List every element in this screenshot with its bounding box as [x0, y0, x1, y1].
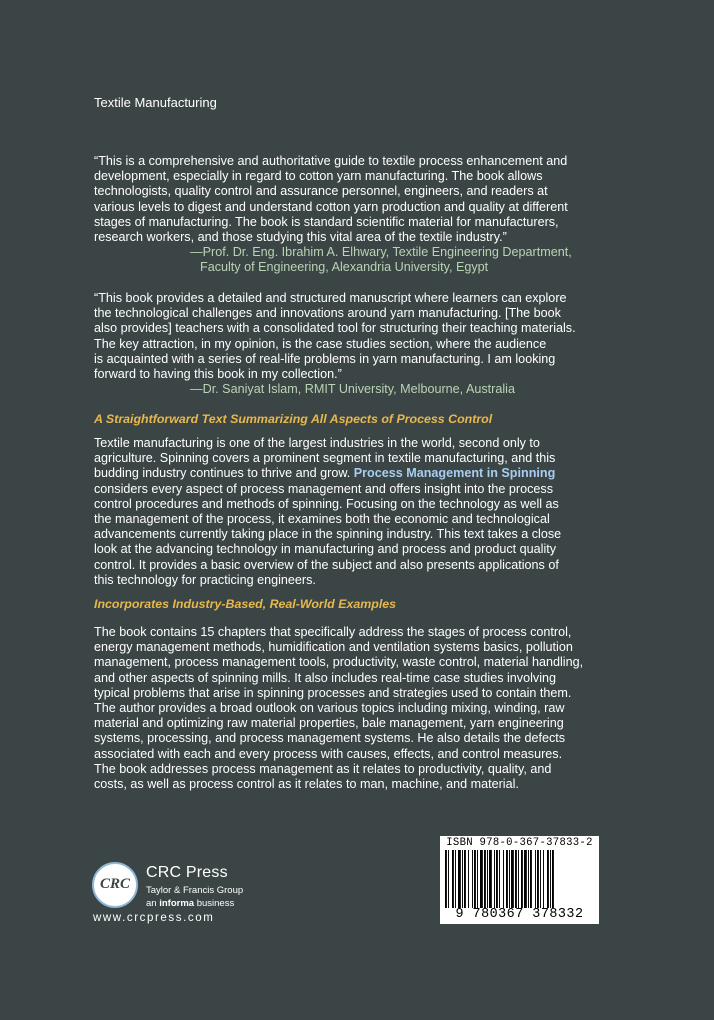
barcode-bar — [445, 850, 447, 908]
barcode-bar — [543, 850, 544, 908]
endorsement-quote-1 — [94, 154, 622, 276]
barcode-bar — [547, 850, 549, 908]
quote-line: research workers, and those studying this vital area of the textile industry.” — [94, 230, 507, 245]
barcode-bar — [464, 850, 466, 908]
paragraph-line: typical problems that arise in spinning processes and strategies used to contain them. — [94, 685, 572, 700]
paragraph-line: the management of the process, it examines both the economic and technological — [94, 512, 550, 527]
section-heading-2: Incorporates Industry-Based, Real-World Examples — [94, 597, 397, 611]
paragraph-line: control. It provides a basic overview of the subject and also presents applications of — [94, 557, 559, 572]
paragraph-line — [94, 466, 622, 481]
paragraph-line: costs, as well as process control as it relates to man, machine, and material. — [94, 777, 519, 792]
barcode-bar — [477, 850, 478, 908]
attribution-line: —Prof. Dr. Eng. Ibrahim A. Elhwary, Textile Engineering Department, — [190, 245, 572, 260]
paragraph-line: The book contains 15 chapters that specifically address the stages of process control, — [94, 625, 572, 639]
business-prefix: an — [146, 898, 160, 909]
paragraph-line: Textile manufacturing is one of the largest industries in the world, second only to — [94, 436, 540, 450]
barcode-bar — [462, 850, 463, 908]
barcode-bar — [448, 850, 449, 908]
attribution-line: Faculty of Engineering, Alexandria University, Egypt — [200, 260, 489, 275]
quote-line: forward to having this book in my collection.” — [94, 367, 342, 382]
paragraph-line: advancements currently taking place in the spinning industry. This text takes a close — [94, 527, 562, 542]
book-title-highlight: Process Management in Spinning — [353, 466, 556, 481]
description-paragraph-2 — [94, 625, 622, 792]
quote-line: also provides] teachers with a consolidated tool for structuring their teaching materials. — [94, 321, 576, 336]
paragraph-line: systems, processing, and process management systems. He also details the defects — [94, 731, 566, 746]
barcode-bar — [468, 850, 469, 908]
barcode-bar — [506, 850, 508, 908]
quote-line: development, especially in regard to cotton yarn manufacturing. The book allows — [94, 169, 543, 184]
paragraph-text: budding industry continues to thrive and grow. — [94, 466, 354, 481]
publisher-name: CRC Press — [146, 864, 228, 881]
isbn-barcode — [440, 836, 599, 924]
barcode-bar — [521, 850, 523, 908]
paragraph-line: control procedures and methods of spinning. Focusing on the technology as well as — [94, 496, 559, 511]
quote-line: The key attraction, in my opinion, is the case studies section, where the audience — [94, 336, 547, 351]
barcode-bar — [511, 850, 514, 908]
paragraph-line: material and optimizing raw material properties, bale management, yarn engineering — [94, 716, 564, 731]
barcode-bar — [503, 850, 504, 908]
barcode-bar — [524, 850, 527, 908]
paragraph-line: The book addresses process management as it relates to productivity, quality, and — [94, 761, 552, 776]
paragraph-line: associated with each and every process with causes, effects, and control measures. — [94, 746, 563, 761]
paragraph-line: and other aspects of spinning mills. It also includes real-time case studies involving — [94, 670, 557, 685]
barcode-bars — [444, 850, 595, 908]
paragraph-line: look at the advancing technology in manufacturing and process and product quality — [94, 542, 557, 557]
barcode-bar — [455, 850, 456, 908]
quote-line: the technological challenges and innovations around yarn manufacturing. [The book — [94, 306, 561, 321]
barcode-bar — [474, 850, 476, 908]
quote-line: technologists, quality control and assurance personnel, engineers, and readers at — [94, 184, 548, 199]
paragraph-line: energy management methods, humidification and ventilation systems basics, pollution — [94, 640, 573, 655]
barcode-bar — [535, 850, 536, 908]
paragraph-line: management, process management tools, productivity, waste control, material handling, — [94, 655, 584, 670]
business-suffix: business — [194, 898, 235, 909]
section-heading-1: A Straightforward Text Summarizing All Aspects of Process Control — [94, 412, 493, 426]
quote-line: “This is a comprehensive and authoritative guide to textile process enhancement and — [94, 154, 568, 168]
barcode-bar — [530, 850, 532, 908]
quote-line: is acquainted with a series of real-life problems in yarn manufacturing. I am looking — [94, 351, 556, 366]
barcode-bar — [487, 850, 488, 908]
barcode-bar — [452, 850, 454, 908]
crc-logo-text: CRC — [99, 876, 130, 892]
barcode-bar — [518, 850, 519, 908]
barcode-bar — [515, 850, 517, 908]
quote-attribution — [94, 245, 622, 275]
paragraph-line: considers every aspect of process management and offers insight into the process — [94, 481, 553, 496]
crc-logo — [92, 862, 138, 908]
barcode-bar — [552, 850, 554, 908]
quote-line: stages of manufacturing. The book is standard scientific material for manufacturers, — [94, 214, 559, 229]
barcode-bar — [484, 850, 486, 908]
category-label: Textile Manufacturing — [94, 95, 217, 110]
quote-attribution — [94, 382, 622, 397]
barcode-bar — [509, 850, 510, 908]
isbn-label: ISBN 978-0-367-37833-2 — [446, 837, 593, 849]
paragraph-line: agriculture. Spinning covers a prominent segment in textile manufacturing, and this — [94, 451, 556, 466]
description-paragraph-1 — [94, 436, 622, 588]
publisher-url: www.crcpress.com — [93, 912, 215, 924]
paragraph-line: this technology for practicing engineers. — [94, 572, 316, 587]
quote-line: various levels to digest and understand cotton yarn production and quality at different — [94, 199, 568, 214]
barcode-bar — [472, 850, 473, 908]
endorsement-quote-2 — [94, 291, 622, 397]
barcode-bar — [499, 850, 500, 908]
barcode-bar — [496, 850, 498, 908]
publisher-group: Taylor & Francis Group — [146, 885, 244, 896]
barcode-bar — [540, 850, 541, 908]
barcode-bar — [537, 850, 539, 908]
paragraph-line: The author provides a broad outlook on various topics including mixing, winding, raw — [94, 701, 565, 716]
quote-line: “This book provides a detailed and structured manuscript where learners can explore — [94, 291, 567, 305]
attribution-line: —Dr. Saniyat Islam, RMIT University, Melbourne, Australia — [190, 382, 515, 397]
publisher-business — [146, 898, 234, 909]
barcode-bar — [480, 850, 483, 908]
barcode-bar — [494, 850, 495, 908]
barcode-bar — [550, 850, 551, 908]
barcode-number: 9 780367 378332 — [455, 907, 584, 922]
barcode-bar — [458, 850, 461, 908]
business-bold: informa — [159, 898, 195, 909]
barcode-bar — [528, 850, 529, 908]
barcode-bar — [489, 850, 492, 908]
